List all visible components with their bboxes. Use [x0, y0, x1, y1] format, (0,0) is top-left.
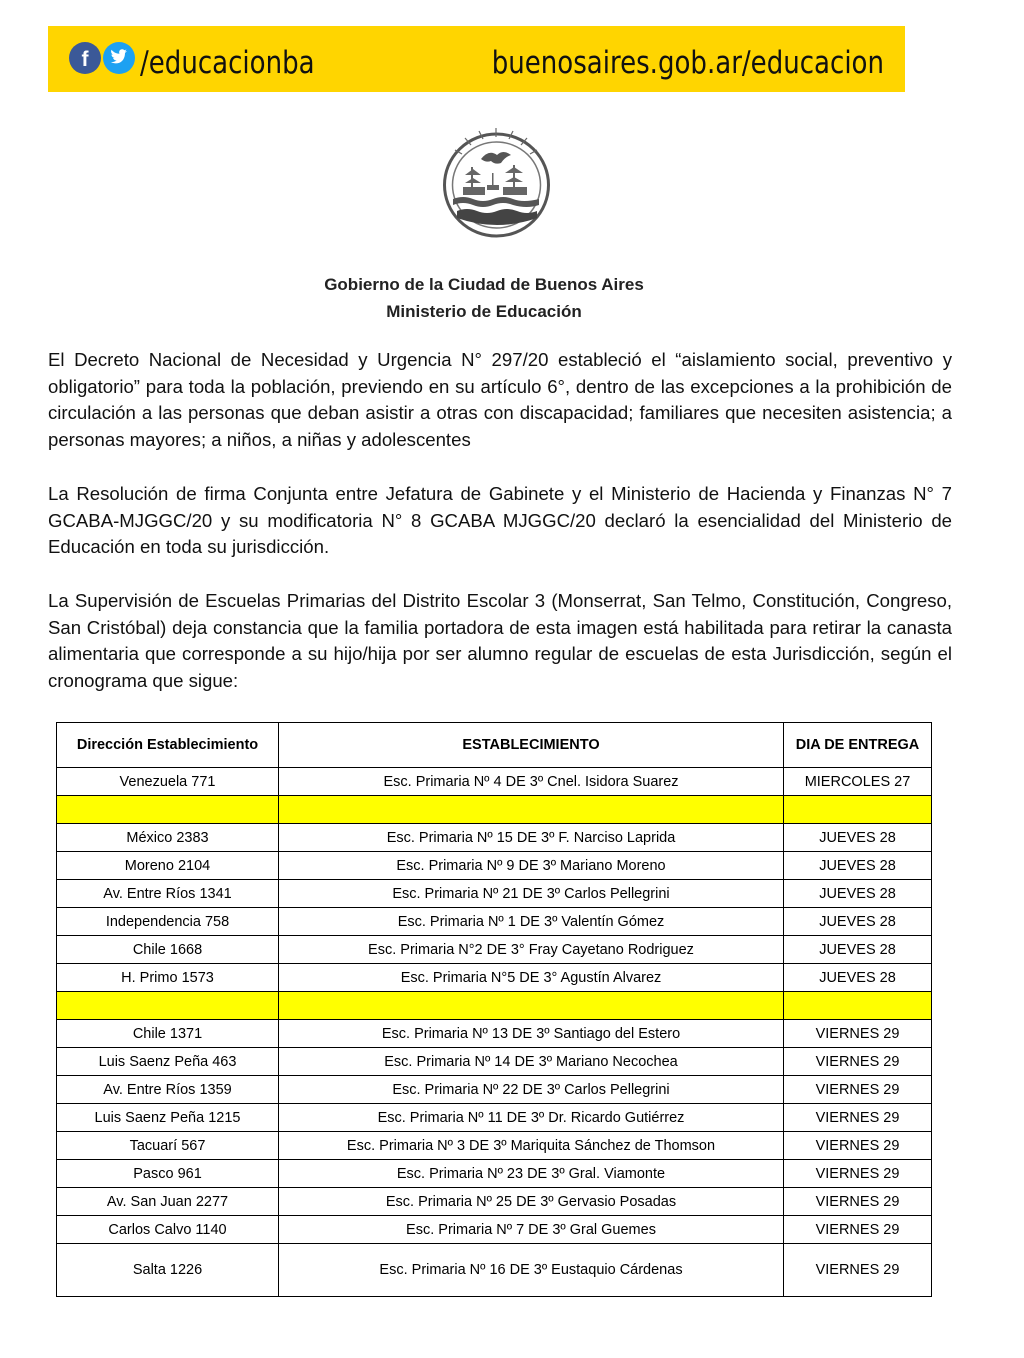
table-row — [57, 964, 932, 992]
paragraph-resolution: La Resolución de firma Conjunta entre Jefatura de Gabinete y el Ministerio de Hacienda y Finanzas N° 7 GCABA-MJGGC/20 y su modificatoria N° 8 GCABA MJGGC/20 declaró la esencialidad del Ministerio de Educación en toda su jurisdicción. — [48, 483, 952, 558]
header-school: ESTABLECIMIENTO — [279, 723, 784, 768]
paragraph-supervision: La Supervisión de Escuelas Primarias del Distrito Escolar 3 (Monserrat, San Telmo, Constitución, Congreso, San Cristóbal) deja constancia que la familia portadora de esta imagen está habilitada para retirar la canasta alimentaria que corresponde a su hijo/hija por ser alumno regular de escuelas de esta Jurisdicción, según el cronograma que sigue: — [48, 590, 952, 692]
cell-school: Esc. Primaria N°2 DE 3° Fray Cayetano Rodriguez — [279, 936, 784, 964]
table-row — [57, 1244, 932, 1297]
cell-school: Esc. Primaria Nº 4 DE 3º Cnel. Isidora Suarez — [279, 768, 784, 796]
table-row — [57, 1076, 932, 1104]
header-address: Dirección Establecimiento — [57, 723, 279, 768]
cell-address: H. Primo 1573 — [57, 964, 279, 992]
header-delivery-day: DIA DE ENTREGA — [784, 723, 932, 768]
table-row — [57, 1048, 932, 1076]
table-row — [57, 908, 932, 936]
separator-cell — [279, 796, 784, 824]
table-separator-row — [57, 796, 932, 824]
separator-cell — [279, 992, 784, 1020]
cell-school: Esc. Primaria Nº 16 DE 3º Eustaquio Cárdenas — [279, 1244, 784, 1297]
separator-cell — [57, 992, 279, 1020]
cell-address: Luis Saenz Peña 1215 — [57, 1104, 279, 1132]
cell-delivery-day: VIERNES 29 — [784, 1188, 932, 1216]
cell-school: Esc. Primaria Nº 1 DE 3º Valentín Gómez — [279, 908, 784, 936]
table-row — [57, 1132, 932, 1160]
table-row — [57, 1160, 932, 1188]
cell-school: Esc. Primaria Nº 23 DE 3º Gral. Viamonte — [279, 1160, 784, 1188]
table-row — [57, 768, 932, 796]
cell-school: Esc. Primaria Nº 3 DE 3º Mariquita Sánchez de Thomson — [279, 1132, 784, 1160]
cell-address: Tacuarí 567 — [57, 1132, 279, 1160]
delivery-schedule-table — [56, 722, 932, 1297]
cell-address: Pasco 961 — [57, 1160, 279, 1188]
cell-delivery-day: VIERNES 29 — [784, 1048, 932, 1076]
cell-delivery-day: VIERNES 29 — [784, 1132, 932, 1160]
cell-address: Salta 1226 — [57, 1244, 279, 1297]
table-row — [57, 1216, 932, 1244]
cell-delivery-day: VIERNES 29 — [784, 1244, 932, 1297]
table-row — [57, 1188, 932, 1216]
government-line-1: Gobierno de la Ciudad de Buenos Aires — [324, 275, 644, 294]
separator-cell — [784, 796, 932, 824]
social-handle[interactable]: /educacionba — [140, 45, 315, 81]
cell-delivery-day: VIERNES 29 — [784, 1076, 932, 1104]
cell-delivery-day: VIERNES 29 — [784, 1216, 932, 1244]
separator-cell — [784, 992, 932, 1020]
cell-delivery-day: VIERNES 29 — [784, 1020, 932, 1048]
cell-school: Esc. Primaria Nº 15 DE 3º F. Narciso Laprida — [279, 824, 784, 852]
cell-address: Luis Saenz Peña 463 — [57, 1048, 279, 1076]
city-seal — [441, 125, 552, 240]
table-header-row — [57, 723, 932, 768]
table-row — [57, 824, 932, 852]
cell-delivery-day: VIERNES 29 — [784, 1104, 932, 1132]
cell-address: Moreno 2104 — [57, 852, 279, 880]
cell-delivery-day: JUEVES 28 — [784, 936, 932, 964]
facebook-icon[interactable] — [69, 42, 101, 74]
cell-address: Carlos Calvo 1140 — [57, 1216, 279, 1244]
table-row — [57, 880, 932, 908]
cell-school: Esc. Primaria Nº 9 DE 3º Mariano Moreno — [279, 852, 784, 880]
cell-school: Esc. Primaria Nº 14 DE 3º Mariano Necochea — [279, 1048, 784, 1076]
cell-school: Esc. Primaria Nº 13 DE 3º Santiago del Estero — [279, 1020, 784, 1048]
table-row — [57, 852, 932, 880]
cell-delivery-day: JUEVES 28 — [784, 908, 932, 936]
cell-delivery-day: MIERCOLES 27 — [784, 768, 932, 796]
cell-delivery-day: JUEVES 28 — [784, 964, 932, 992]
table-separator-row — [57, 992, 932, 1020]
cell-delivery-day: JUEVES 28 — [784, 880, 932, 908]
website-link[interactable]: buenosaires.gob.ar/educacion — [491, 45, 884, 81]
cell-school: Esc. Primaria Nº 7 DE 3º Gral Guemes — [279, 1216, 784, 1244]
cell-address: Independencia 758 — [57, 908, 279, 936]
paragraph-decree: El Decreto Nacional de Necesidad y Urgencia N° 297/20 estableció el “aislamiento social, preventivo y obligatorio” para toda la población, previendo en su artículo 6°, dentro de las excepciones a la prohibición de circulación a las personas que deban asistir a otras con discapacidad; familiares que necesiten asistencia; a personas mayores; a niños, a niñas y adolescentes — [48, 349, 952, 451]
cell-delivery-day: VIERNES 29 — [784, 1160, 932, 1188]
cell-delivery-day: JUEVES 28 — [784, 852, 932, 880]
table-row — [57, 936, 932, 964]
cell-school: Esc. Primaria Nº 21 DE 3º Carlos Pellegrini — [279, 880, 784, 908]
table-row — [57, 1104, 932, 1132]
cell-school: Esc. Primaria Nº 25 DE 3º Gervasio Posadas — [279, 1188, 784, 1216]
government-line-2: Ministerio de Educación — [386, 302, 582, 321]
table-row — [57, 1020, 932, 1048]
cell-address: Venezuela 771 — [57, 768, 279, 796]
cell-address: Av. San Juan 2277 — [57, 1188, 279, 1216]
government-heading — [0, 271, 1024, 325]
cell-address: México 2383 — [57, 824, 279, 852]
cell-school: Esc. Primaria Nº 22 DE 3º Carlos Pellegrini — [279, 1076, 784, 1104]
svg-text:f: f — [81, 48, 89, 71]
cell-school: Esc. Primaria N°5 DE 3° Agustín Alvarez — [279, 964, 784, 992]
cell-address: Chile 1371 — [57, 1020, 279, 1048]
cell-address: Av. Entre Ríos 1359 — [57, 1076, 279, 1104]
cell-school: Esc. Primaria Nº 11 DE 3º Dr. Ricardo Gutiérrez — [279, 1104, 784, 1132]
separator-cell — [57, 796, 279, 824]
twitter-icon[interactable] — [103, 42, 135, 74]
cell-address: Av. Entre Ríos 1341 — [57, 880, 279, 908]
cell-delivery-day: JUEVES 28 — [784, 824, 932, 852]
cell-address: Chile 1668 — [57, 936, 279, 964]
